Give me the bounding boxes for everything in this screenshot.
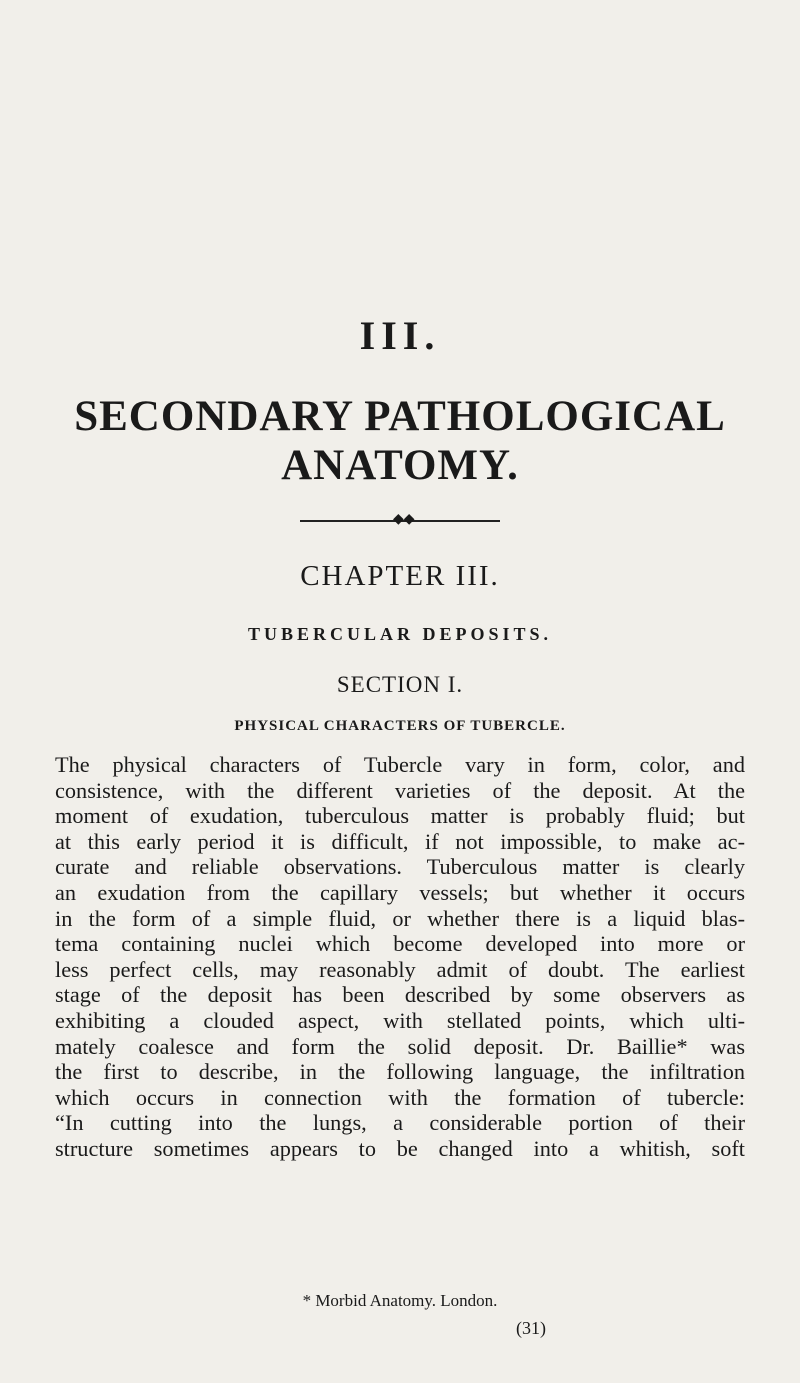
rule-ornament-icon: ◆◆ [393, 512, 415, 527]
body-line: structure sometimes appears to be changed into a whitish, soft [55, 1135, 745, 1161]
body-line: The physical characters of Tubercle vary in form, color, and [55, 752, 745, 777]
section-heading: SECTION I. [336, 672, 464, 697]
footnote: * Morbid Anatomy. London. [302, 1291, 498, 1310]
chapter-heading: CHAPTER III. [300, 560, 500, 592]
part-number: III. [359, 313, 441, 358]
section-subtitle: PHYSICAL CHARACTERS OF TUBERCLE. [234, 718, 566, 734]
body-line: stage of the deposit has been described by some observers as [55, 982, 745, 1008]
body-line: an exudation from the capillary vessels; but whether it occurs [55, 879, 745, 905]
body-line: less perfect cells, may reasonably admit of doubt. The earliest [55, 956, 745, 982]
chapter-subtitle: TUBERCULAR DEPOSITS. [247, 624, 553, 644]
body-line: mately coalesce and form the solid deposit. Dr. Baillie* was [55, 1033, 745, 1059]
body-line: in the form of a simple fluid, or whether there is a liquid blas- [55, 905, 745, 931]
page-number: (31) [516, 1318, 546, 1338]
body-line: the first to describe, in the following language, the infiltration [55, 1059, 745, 1085]
body-line: “In cutting into the lungs, a considerable portion of their [55, 1110, 745, 1136]
part-title: SECONDARY PATHOLOGICAL ANATOMY. [74, 393, 726, 489]
body-line: consistence, with the different varieties of the deposit. At the [55, 777, 745, 803]
body-line: tema containing nuclei which become developed into more or [55, 931, 745, 957]
body-line: curate and reliable observations. Tuberculous matter is clearly [55, 854, 745, 880]
body-line: moment of exudation, tuberculous matter is probably fluid; but [55, 803, 745, 829]
body-line: at this early period it is difficult, if not impossible, to make ac- [55, 828, 745, 854]
body-line: which occurs in connection with the formation of tubercle: [55, 1084, 745, 1110]
body-text [55, 752, 745, 1162]
body-line: exhibiting a clouded aspect, with stellated points, which ulti- [55, 1007, 745, 1033]
